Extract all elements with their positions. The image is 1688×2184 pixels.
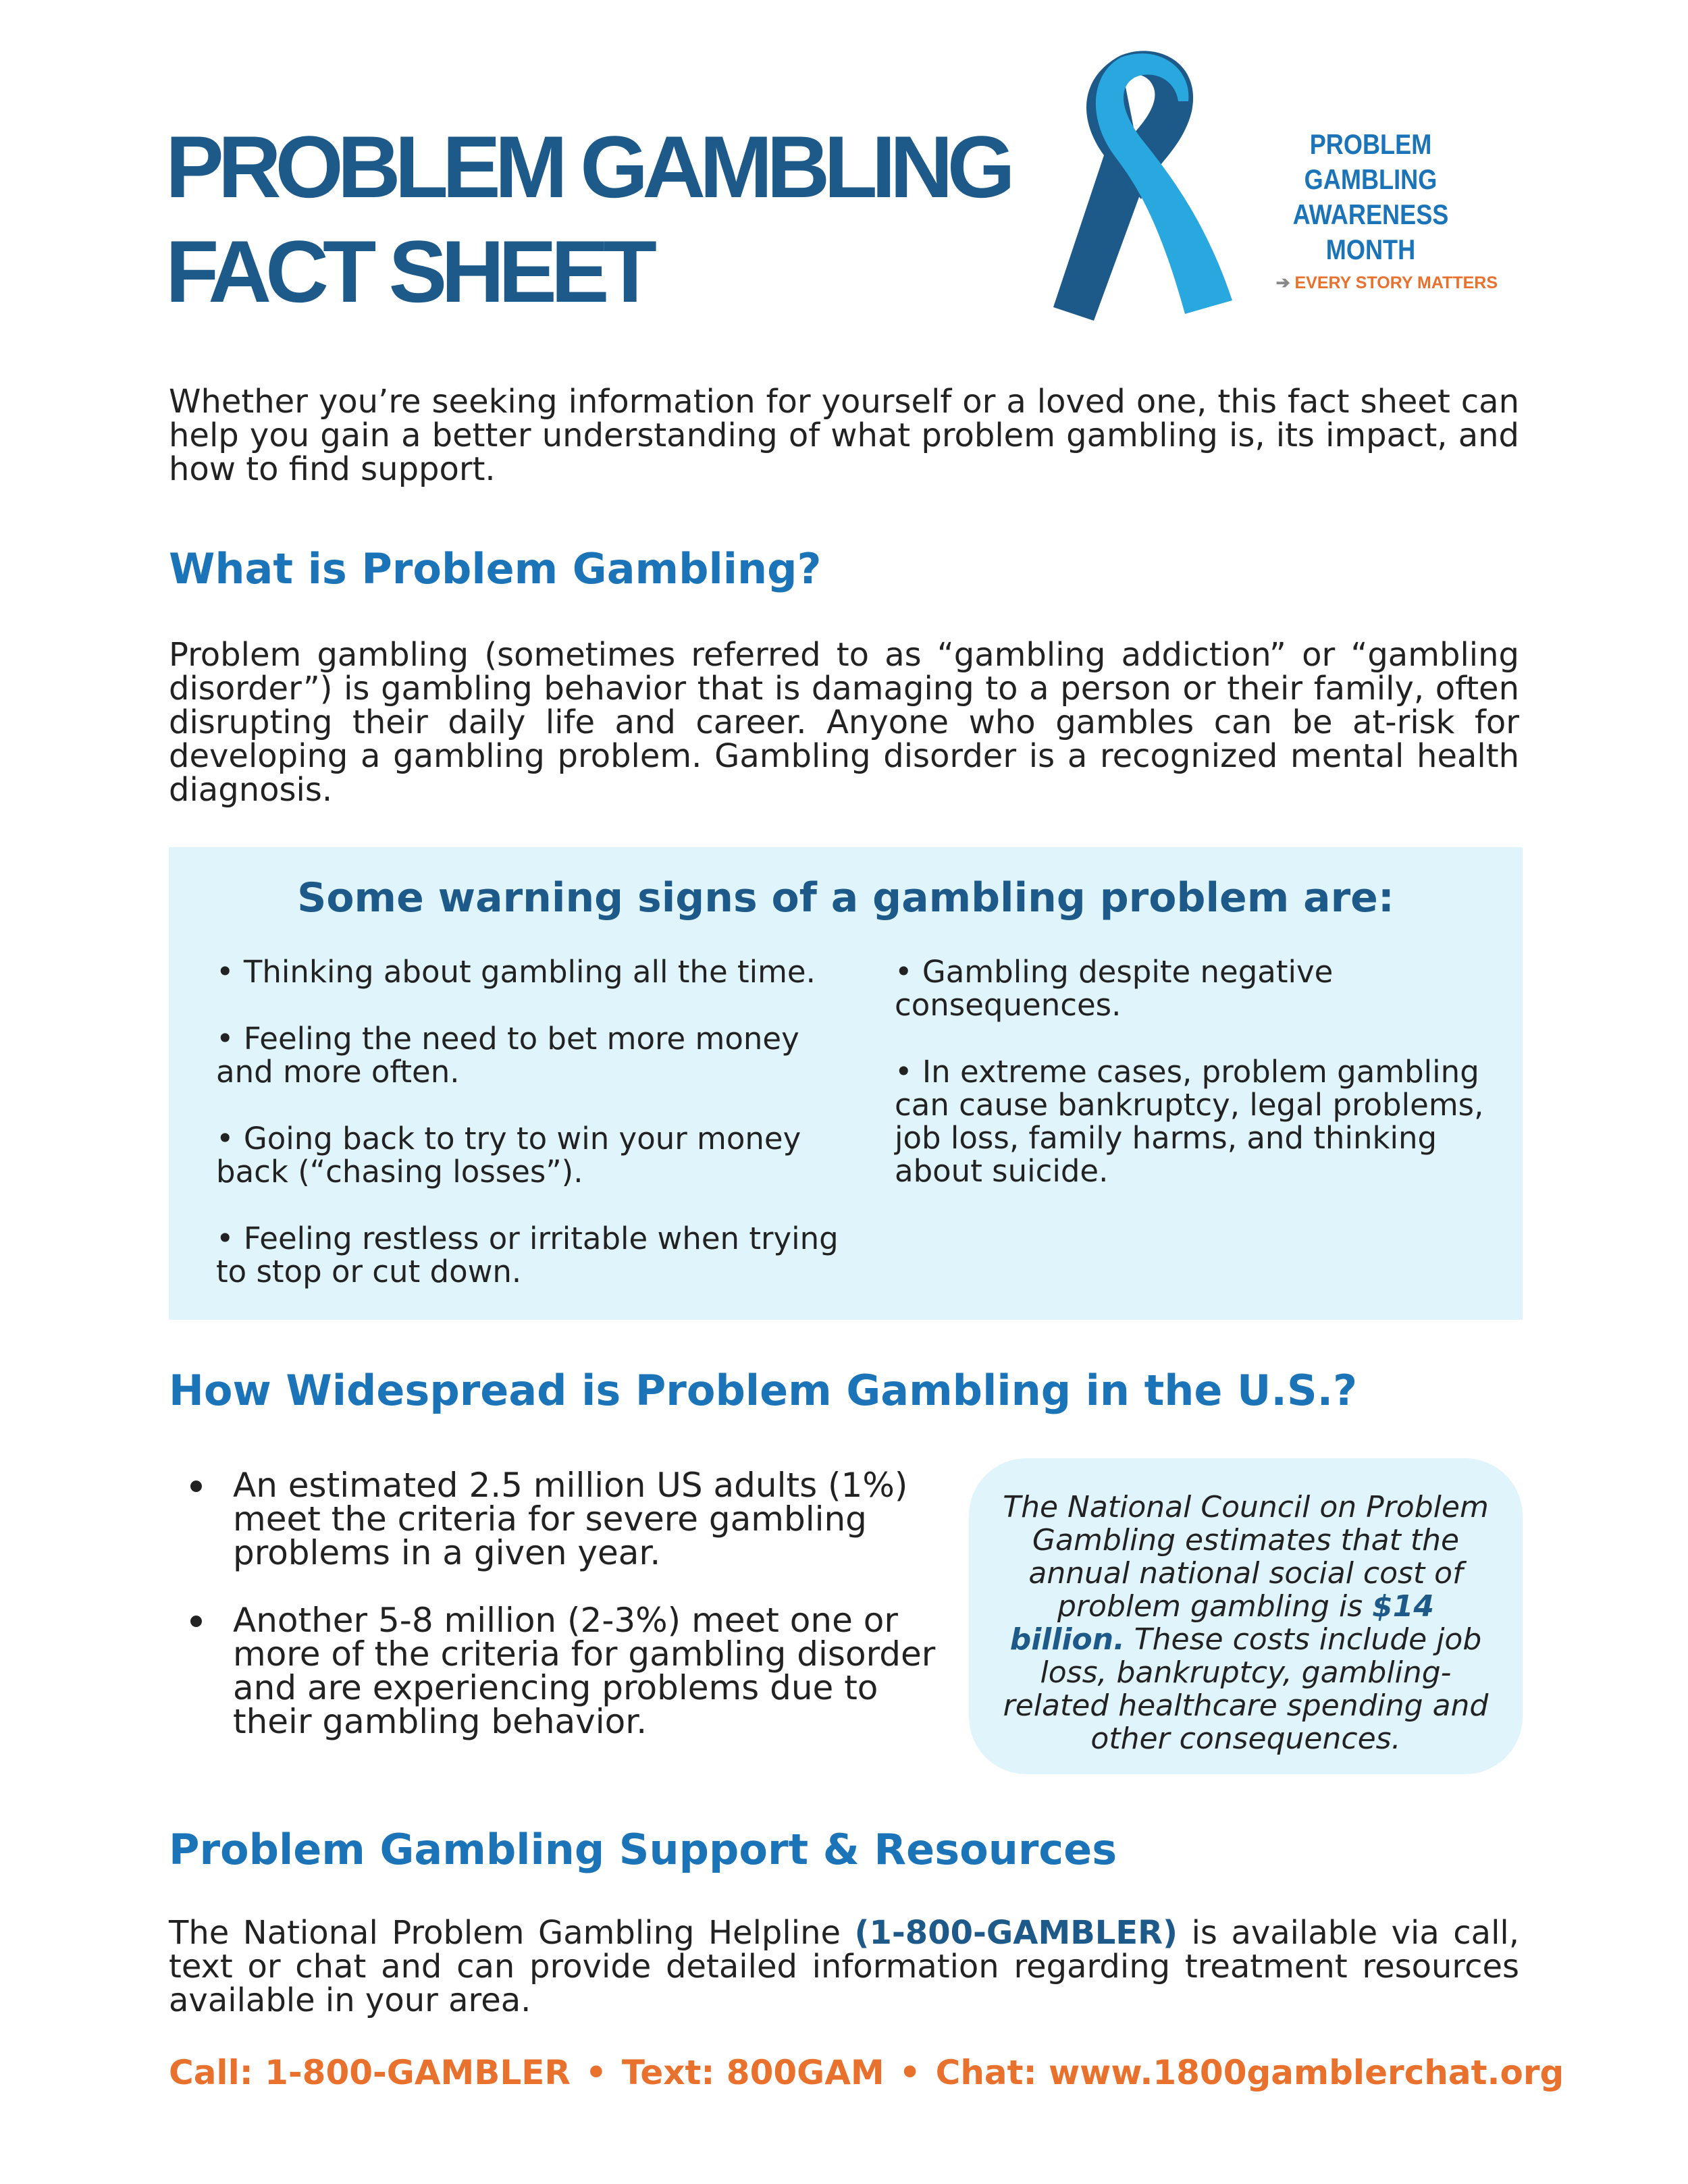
warning-sign-item: • In extreme cases, problem gambling can cause bankruptcy, legal problems, job loss, family harms, and thinking about suicide. [895,1054,1484,1189]
list-item [182,1468,939,1570]
social-cost-callout [969,1458,1523,1774]
intro-paragraph: Whether you’re seeking information for yourself or a loved one, this fact sheet can help you gain a better understanding of what problem gambling is, its impact, and how to find support. [169,383,1519,488]
widespread-heading: How Widespread is Problem Gambling in the U.S.? [169,1366,1358,1415]
title-line-1: PROBLEM GAMBLING [165,117,1009,216]
list-item [182,1601,939,1741]
warning-signs-right-column [895,955,1502,1221]
awareness-month-logo [1229,127,1512,293]
warning-sign-item: • Going back to try to win your money back (“chasing losses”). [216,1121,801,1190]
bullet-icon [190,1481,202,1492]
warning-signs-box [169,847,1523,1320]
helpline-number: (1-800-GAMBLER) [854,1914,1178,1952]
logo-tagline-text: EVERY STORY MATTERS [1294,273,1498,292]
warning-sign-item: • Thinking about gambling all the time. [216,954,816,990]
warning-sign-item: • Feeling restless or irritable when trying to stop or cut down. [216,1221,839,1289]
list-item-text: Another 5-8 million (2-3%) meet one or more of the criteria for gambling disorder and are experiencing problems due to their gambling behavior. [233,1601,936,1741]
what-heading: What is Problem Gambling? [169,544,822,593]
contact-line [169,2052,1564,2093]
support-text-before: The National Problem Gambling Helpline [169,1914,855,1952]
prevalence-list [182,1468,939,1772]
support-text-after: is available via call, text or chat and can provide detailed information regarding treatment resources available in your area. [169,1914,1519,2019]
warning-signs-title: Some warning signs of a gambling problem are: [297,874,1394,922]
callout-text [996,1491,1496,1755]
arrow-right-icon: ➔ [1275,273,1295,292]
bullet-icon [190,1616,202,1627]
support-heading: Problem Gambling Support & Resources [169,1825,1117,1874]
support-paragraph [169,1916,1519,2017]
list-item-text: An estimated 2.5 million US adults (1%) meet the criteria for severe gambling problems in a given year. [233,1466,908,1572]
awareness-ribbon-icon [1040,37,1242,321]
what-paragraph: Problem gambling (sometimes referred to as “gambling addiction” or “gambling disorder”) is gambling behavior that is damaging to a person or their family, often disrupting their daily life and career. Anyone who gambles can be at-risk for developing a gambling problem. Gambling disorder is a recognized mental health diagnosis. [169,636,1519,809]
callout-text-before: The National Council on Problem Gambling estimates that the annual national social cost of problem gambling is [1003,1490,1489,1624]
logo-tagline [1229,273,1512,293]
logo-line-2: AWARENESS MONTH [1292,198,1449,265]
call-contact[interactable]: Call: 1-800-GAMBLER [169,2053,571,2092]
text-contact[interactable]: Text: 800GAM [621,2053,885,2092]
separator: • [585,2053,607,2092]
logo-line-1: PROBLEM GAMBLING [1304,128,1438,195]
warning-signs-left-column [216,955,864,1322]
warning-sign-item: • Feeling the need to bet more money and more often. [216,1021,799,1090]
cost-highlight: $14 billion. [1009,1589,1434,1657]
chat-contact-link[interactable]: Chat: www.1800gamblerchat.org [935,2053,1564,2092]
callout-text-after: These costs include job loss, bankruptcy, gambling-related healthcare spending and other consequences. [1003,1622,1489,1756]
title-line-2: FACT SHEET [165,222,651,321]
separator: • [899,2053,921,2092]
warning-sign-item: • Gambling despite negative consequences. [895,954,1334,1023]
page-title [165,115,1043,324]
